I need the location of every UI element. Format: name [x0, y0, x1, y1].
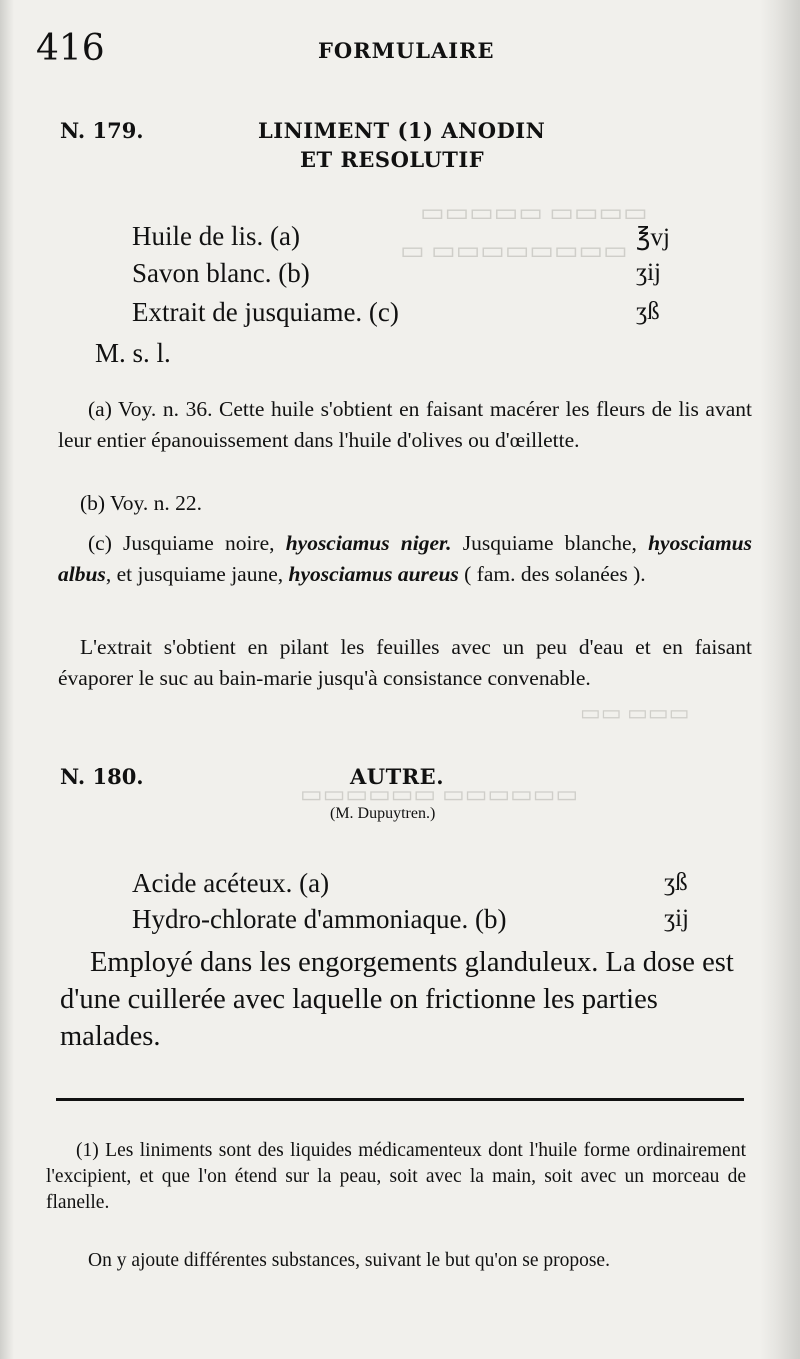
- ingredient-dose: ʒij: [664, 905, 689, 932]
- recipe-number: N. 180.: [60, 764, 144, 789]
- ingredient-name: Huile de lis. (a): [132, 221, 300, 251]
- ingredient-name: Extrait de jusquiame. (c): [132, 297, 399, 327]
- ingredient-dose: ʒß: [636, 298, 660, 325]
- note-c-text: , et jusquiame jaune,: [105, 562, 284, 586]
- note-c-latin: hyosciamus niger.: [285, 531, 452, 555]
- note-c-latin: hyosciamus aureus: [288, 562, 459, 586]
- show-through-text: ▭▭▭▭ ▭▭▭▭▭: [420, 198, 648, 227]
- ingredient-name: Acide acéteux. (a): [132, 868, 330, 898]
- recipe-title: LINIMENT (1) ANODIN: [258, 118, 546, 143]
- ingredient-name: Hydro-chlorate d'ammoniaque. (b): [132, 904, 507, 934]
- recipe-author: (M. Dupuytren.): [330, 805, 436, 822]
- ingredient-dose: ℥vj: [636, 224, 670, 251]
- note-c-latin: hyosciamus albus: [58, 531, 753, 586]
- recipe-number: N. 179.: [60, 118, 144, 143]
- footnote-p2: On y ajoute différentes substances, suivant le but qu'on se propose.: [88, 1250, 610, 1271]
- recipe-title-line2: ET RESOLUTIF: [300, 147, 485, 172]
- ingredient-dose: ʒij: [636, 259, 661, 286]
- note-b: (b) Voy. n. 22.: [80, 491, 203, 515]
- note-extract: L'extrait s'obtient en pilant les feuilles avec un peu d'eau et en faisant évaporer le suc au bain-marie jusqu'à consistance convenable.: [58, 635, 752, 690]
- directive: M. s. l.: [95, 338, 171, 368]
- note-c-text: Jusquiame blanche,: [462, 531, 637, 555]
- show-through-text: ▭▭▭▭▭▭▭▭ ▭: [400, 236, 628, 265]
- note-c: [58, 528, 752, 590]
- note-c-text: ( fam. des solanées ).: [464, 562, 646, 586]
- scan-edge-left: [0, 0, 14, 1359]
- show-through-text: ▭▭▭ ▭▭: [580, 700, 690, 725]
- ingredient-dose: ʒß: [664, 869, 688, 896]
- footnote-rule: [56, 1098, 744, 1101]
- note-c-text: (c) Jusquiame noire,: [88, 531, 275, 555]
- ingredient-name: Savon blanc. (b): [132, 258, 310, 288]
- running-title: FORMULAIRE: [318, 38, 495, 63]
- recipe-title: AUTRE.: [350, 764, 445, 789]
- show-through-text: ▭▭▭▭▭▭ ▭▭▭▭▭▭: [300, 782, 579, 808]
- page-number: 416: [36, 28, 105, 69]
- note-a: (a) Voy. n. 36. Cette huile s'obtient en faisant macérer les fleurs de lis avant leur entier épanouissement dans l'huile d'olives ou d'œillette.: [58, 397, 752, 452]
- footnote-p1: (1) Les liniments sont des liquides médicamenteux dont l'huile forme ordinairement l'excipient, et que l'on étend sur la peau, soit avec la main, soit avec un morceau de flanelle.: [46, 1140, 746, 1213]
- scan-edge-right: [760, 0, 800, 1359]
- usage-text: Employé dans les engorgements glanduleux. La dose est d'une cuillerée avec laquelle on frictionne les parties malades.: [60, 947, 734, 1052]
